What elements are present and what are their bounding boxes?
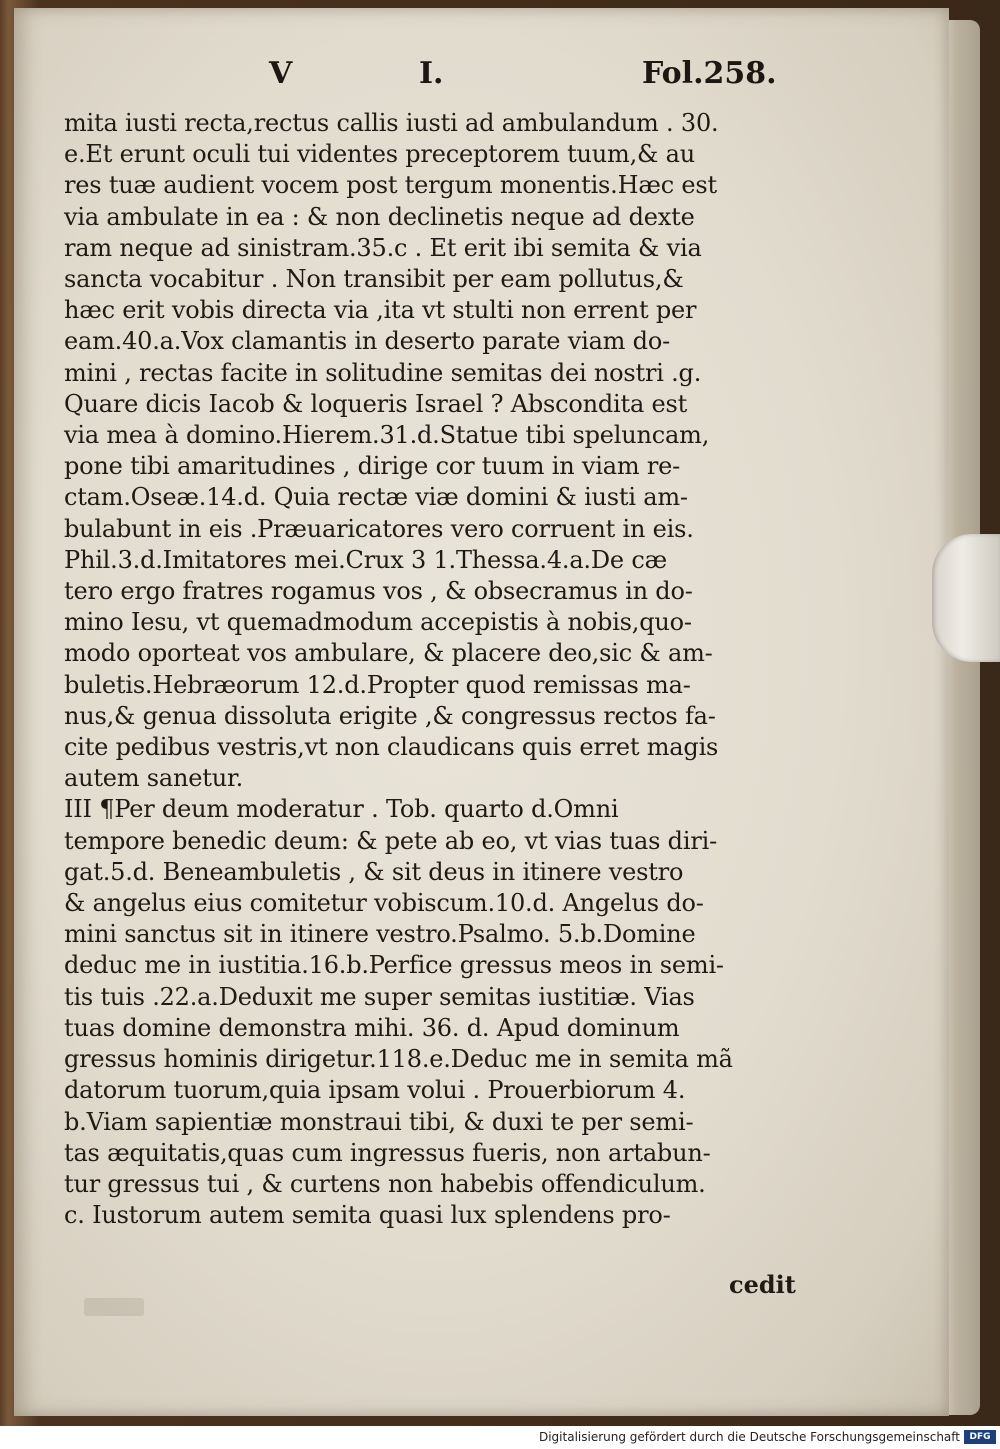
text-line: mini , rectas facite in solitudine semitas dei nostri .g. <box>64 358 702 387</box>
text-line: via ambulate in ea : & non declinetis neque ad dexte <box>64 202 695 231</box>
signature-mark: V <box>269 56 293 91</box>
text-line: mini sanctus sit in itinere vestro.Psalmo. 5.b.Domine <box>64 920 696 949</box>
text-line: tas æquitatis,quas cum ingressus fueris, non artabun- <box>64 1138 711 1167</box>
text-line: hæc erit vobis directa via ,ita vt stulti non errent per <box>64 296 697 325</box>
folio-number: Fol.258. <box>642 56 777 91</box>
catchword: cedit <box>729 1270 796 1299</box>
text-line: ram neque ad sinistram.35.c . Et erit ibi semita & via <box>64 233 702 262</box>
text-line: deduc me in iustitia.16.b.Perfice gressus meos in semi- <box>64 951 724 980</box>
text-line: autem sanetur. <box>64 764 244 793</box>
text-line: III ¶Per deum moderatur . Tob. quarto d.Omni <box>64 795 619 824</box>
book-page <box>14 8 949 1416</box>
funding-note: Digitalisierung gefördert durch die Deutsche Forschungsgemeinschaft <box>538 1430 960 1444</box>
text-line: gat.5.d. Beneambuletis , & sit deus in itinere vestro <box>64 857 684 886</box>
text-line: mita iusti recta,rectus callis iusti ad ambulandum . 30. <box>64 109 719 137</box>
dfg-logo-icon: DFG <box>964 1430 996 1444</box>
text-line: c. Iustorum autem semita quasi lux splendens pro- <box>64 1201 671 1230</box>
text-line: & angelus eius comitetur vobiscum.10.d. Angelus do- <box>64 889 704 918</box>
footer-bar <box>0 1426 1000 1449</box>
text-line: eam.40.a.Vox clamantis in deserto parate viam do- <box>64 327 670 356</box>
text-line: tempore benedic deum: & pete ab eo, vt vias tuas diri- <box>64 826 717 855</box>
bleed-through-mark <box>84 1298 144 1316</box>
text-line: sancta vocabitur . Non transibit per eam pollutus,& <box>64 265 684 294</box>
text-line: gressus hominis dirigetur.118.e.Deduc me in semita mã <box>64 1045 733 1074</box>
text-line: bulabunt in eis .Præuaricatores vero corruent in eis. <box>64 514 694 543</box>
text-line: nus,& genua dissoluta erigite ,& congressus rectos fa- <box>64 701 716 730</box>
text-line: buletis.Hebræorum 12.d.Propter quod remissas ma- <box>64 670 691 699</box>
text-line: tis tuis .22.a.Deduxit me super semitas iustitiæ. Vias <box>64 982 695 1011</box>
text-line: mino Iesu, vt quemadmodum accepistis à nobis,quo- <box>64 608 692 637</box>
page-clip <box>932 534 1000 662</box>
text-line: ctam.Oseæ.14.d. Quia rectæ viæ domini & iusti am- <box>64 483 688 512</box>
running-header <box>14 56 949 96</box>
text-line: cite pedibus vestris,vt non claudicans quis erret magis <box>64 733 719 762</box>
body-text <box>64 108 824 1231</box>
text-line: tuas domine demonstra mihi. 36. d. Apud dominum <box>64 1013 680 1042</box>
text-line: modo oporteat vos ambulare, & placere deo,sic & am- <box>64 639 713 668</box>
text-line: tur gressus tui , & curtens non habebis offendiculum. <box>64 1169 706 1198</box>
text-line: e.Et erunt oculi tui videntes preceptorem tuum,& au <box>64 140 695 169</box>
text-line: via mea à domino.Hierem.31.d.Statue tibi speluncam, <box>64 421 710 450</box>
text-line: Phil.3.d.Imitatores mei.Crux 3 1.Thessa.4.a.De cæ <box>64 545 667 574</box>
text-line: tero ergo fratres rogamus vos , & obsecramus in do- <box>64 577 693 606</box>
text-line: Quare dicis Iacob & loqueris Israel ? Abscondita est <box>64 389 688 418</box>
text-line: pone tibi amaritudines , dirige cor tuum in viam re- <box>64 452 681 481</box>
text-line: res tuæ audient vocem post tergum monentis.Hæc est <box>64 171 717 200</box>
text-line: datorum tuorum,quia ipsam volui . Prouerbiorum 4. <box>64 1076 686 1105</box>
text-line: b.Viam sapientiæ monstraui tibi, & duxi te per semi- <box>64 1107 694 1136</box>
gathering-mark: I. <box>419 56 444 91</box>
